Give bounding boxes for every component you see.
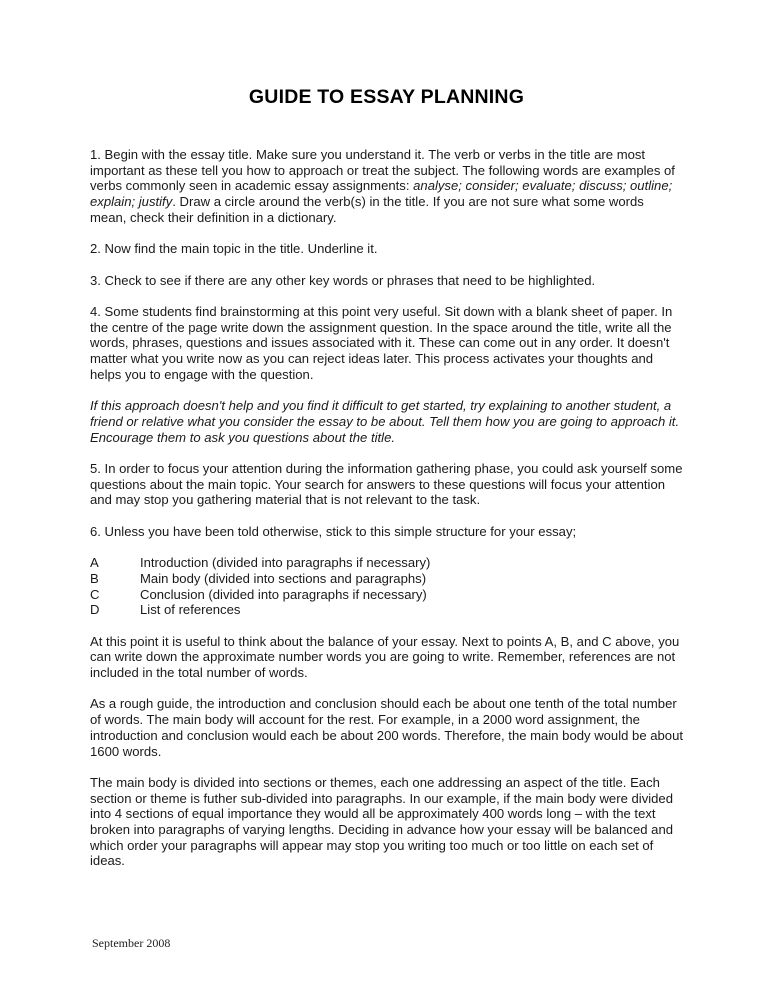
paragraph-1-lead-text: 1. Begin with the essay title. Make sure you understand it. The verb or verbs in the title are most important as these tell you how to approach or treat the subject. The following words are examples of verbs commonly seen in academic essay assignments: (90, 147, 675, 194)
paragraph-7: 6. Unless you have been told otherwise, stick to this simple structure for your essay; (90, 523, 577, 539)
paragraph-1 (90, 147, 683, 226)
footer-date: September 2008 (92, 936, 171, 950)
list-item-text: Introduction (divided into paragraphs if necessary) (140, 555, 431, 571)
list-item (90, 602, 683, 618)
page-title: GUIDE TO ESSAY PLANNING (248, 86, 525, 108)
list-item-letter: C (90, 586, 100, 602)
list-item-letter: D (90, 602, 100, 618)
paragraph-9: As a rough guide, the introduction and conclusion should each be about one tenth of the total number of words. The main body will account for the rest. For example, in a 2000 word assignment, the introduction and conclusion would each be about 200 words. Therefore, the main body would be about 1600 words. (90, 696, 684, 759)
list-item (90, 555, 683, 571)
paragraph-5-advice-italic: If this approach doesn't help and you find it difficult to get started, try explaining to another student, a friend or relative what you consider the essay to be about. Tell them how you are going to approach it. Encourage them to ask you questions about the title. (90, 398, 680, 445)
paragraph-2: 2. Now find the main topic in the title. Underline it. (90, 241, 378, 257)
list-item-text: List of references (140, 602, 241, 618)
document-body (90, 86, 683, 885)
list-item (90, 587, 683, 603)
list-item-text: Main body (divided into sections and paragraphs) (140, 570, 427, 586)
paragraph-4: 4. Some students find brainstorming at this point very useful. Sit down with a blank sheet of paper. In the centre of the page write down the assignment question. In the space around the title, write all the words, phrases, questions and issues associated with it. These can come out in any order. It doesn't matter what you write now as you can reject ideas later. This process activates your thoughts and helps you to engage with the question. (90, 303, 673, 382)
paragraph-6: 5. In order to focus your attention during the information gathering phase, you could ask yourself some questions about the main topic. Your search for answers to these questions will focus your attention and may stop you gathering material that is not relevant to the task. (90, 460, 683, 508)
list-item-letter: A (90, 555, 99, 571)
list-item-text: Conclusion (divided into paragraphs if necessary) (140, 586, 427, 602)
paragraph-10: The main body is divided into sections or themes, each one addressing an aspect of the title. Each section or theme is futher sub-divided into paragraphs. In our example, if the main body were divided into 4 sections of equal importance they would all be approximately 400 words long – with the text broken into paragraphs of varying lengths. Deciding in advance how your essay will be balanced and which order your paragraphs will appear may stop you writing too much or too little on each set of ideas. (90, 774, 674, 869)
paragraph-8: At this point it is useful to think about the balance of your essay. Next to points A, B, and C above, you can write down the approximate number words you are going to write. Remember, references are not included in the total number of words. (90, 633, 680, 681)
essay-structure-list (90, 555, 683, 618)
paragraph-3: 3. Check to see if there are any other key words or phrases that need to be highlighted. (90, 272, 596, 288)
list-item-letter: B (90, 570, 99, 586)
list-item (90, 571, 683, 587)
paragraph-1-verb-examples: analyse; consider; evaluate; discuss; outline; explain; justify (90, 178, 673, 210)
paragraph-1-trail-text: . Draw a circle around the verb(s) in the title. If you are not sure what some words mean, check their definition in a dictionary. (90, 194, 644, 225)
